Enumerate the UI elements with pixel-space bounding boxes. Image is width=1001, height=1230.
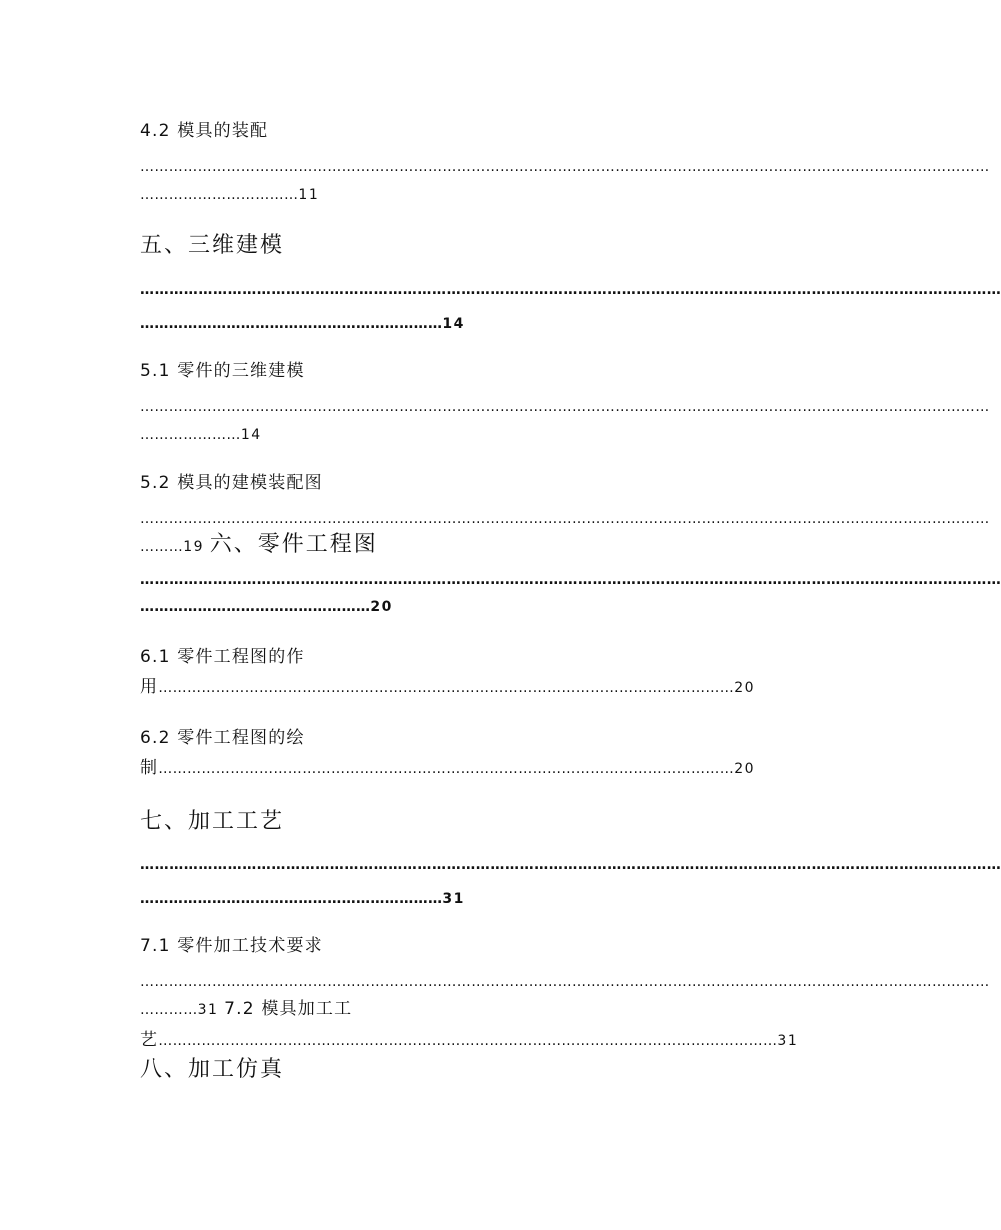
toc-entry-6-1-leader: 用…………………………………………………………………………………………………………20 — [140, 677, 756, 697]
toc-chapter-6-page[interactable]: 20 — [370, 599, 393, 615]
toc-leader-dots: …………………………………………………………………………………………………………………………………………………………… — [140, 974, 990, 990]
toc-chapter-5-title[interactable]: 五、三维建模 — [140, 233, 285, 258]
toc-entry-7-2-title[interactable]: 7.2 模具加工工 — [224, 999, 353, 1019]
toc-entry-6-2-leader: 制…………………………………………………………………………………………………………20 — [140, 758, 756, 778]
toc-entry-6-1-title[interactable]: 6.1 零件工程图的作 — [140, 647, 305, 667]
toc-entry-7-1-title[interactable]: 7.1 零件加工技术要求 — [140, 936, 323, 956]
toc-entry-5-2-leader: ………19 六、零件工程图 — [140, 532, 378, 557]
toc-entry-7-2-title-cont[interactable]: 艺 — [140, 1030, 159, 1050]
toc-entry-7-1-page[interactable]: 31 — [197, 1002, 219, 1018]
toc-entry-4-2-leader: ……………………………11 — [140, 187, 320, 203]
toc-leader-dots: …………………………………………………………………………………………………………………………………………………………… — [140, 572, 1001, 588]
toc-entry-5-2-title[interactable]: 5.2 模具的建模装配图 — [140, 473, 323, 493]
toc-leader-dots: …………………………………………………………………………………………………………………………………………………………… — [140, 511, 990, 527]
toc-entry-7-2-leader: 艺…………………………………………………………………………………………………………………31 — [140, 1030, 799, 1050]
toc-chapter-7-leader: ………………………………………………………31 — [140, 891, 465, 907]
toc-chapter-5-leader: ………………………………………………………14 — [140, 316, 465, 332]
toc-entry-4-2-title[interactable]: 4.2 模具的装配 — [140, 121, 269, 141]
toc-entry-6-2-title[interactable]: 6.2 零件工程图的绘 — [140, 728, 305, 748]
toc-chapter-6-leader: …………………………………………20 — [140, 599, 393, 615]
toc-chapter-5-page[interactable]: 14 — [442, 316, 465, 332]
toc-entry-6-1-page[interactable]: 20 — [734, 680, 756, 696]
toc-entry-5-1-leader: …………………14 — [140, 427, 262, 443]
toc-leader-dots: …………………………………………………………………………………………………………………………………………………………… — [140, 159, 990, 175]
toc-entry-6-1-title-cont[interactable]: 用 — [140, 677, 159, 697]
toc-leader-dots: …………………………………………………………………………………………………………………………………………………………… — [140, 282, 1001, 298]
toc-entry-7-2-page[interactable]: 31 — [777, 1033, 799, 1049]
toc-entry-5-1-page[interactable]: 14 — [240, 427, 262, 443]
toc-leader-dots: …………………………………………………………………………………………………………………………………………………………… — [140, 857, 1001, 873]
toc-entry-4-2-page[interactable]: 11 — [298, 187, 320, 203]
toc-chapter-7-title[interactable]: 七、加工工艺 — [140, 809, 285, 834]
toc-entry-5-2-page[interactable]: 19 — [183, 539, 205, 555]
toc-entry-5-1-title[interactable]: 5.1 零件的三维建模 — [140, 361, 305, 381]
toc-chapter-6-title[interactable]: 六、零件工程图 — [209, 532, 378, 557]
toc-leader-dots: …………………………………………………………………………………………………………………………………………………………… — [140, 399, 990, 415]
toc-entry-7-1-leader: …………31 7.2 模具加工工 — [140, 999, 353, 1019]
toc-chapter-7-page[interactable]: 31 — [442, 891, 465, 907]
toc-entry-6-2-title-cont[interactable]: 制 — [140, 758, 159, 778]
toc-entry-6-2-page[interactable]: 20 — [734, 761, 756, 777]
toc-chapter-8-title[interactable]: 八、加工仿真 — [140, 1057, 285, 1082]
